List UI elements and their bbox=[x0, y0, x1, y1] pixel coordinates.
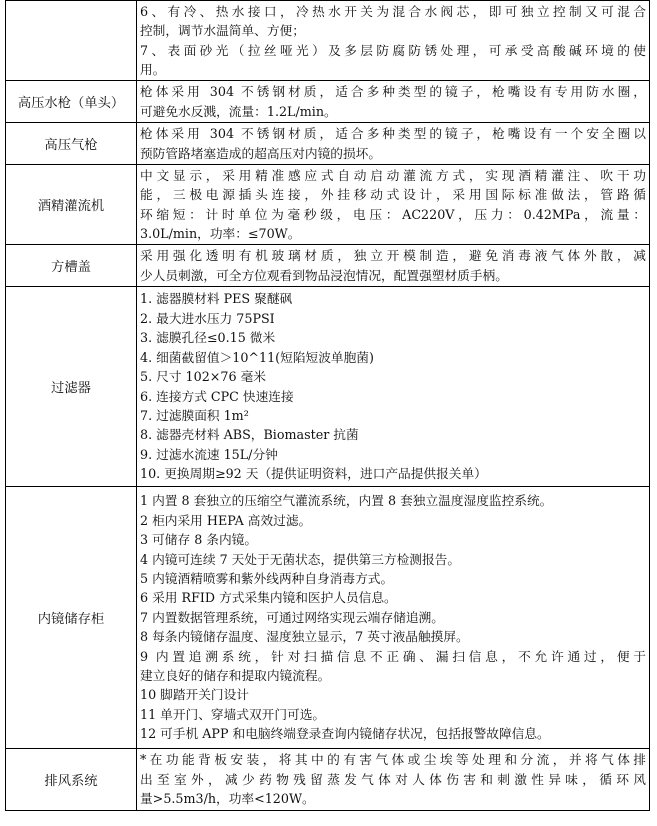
description-line: 量>5.5m3/h，功率<120W。 bbox=[140, 791, 315, 807]
description-line: 4 内镜可连续 7 天处于无菌状态，提供第三方检测报告。 bbox=[140, 551, 461, 567]
table-row bbox=[6, 245, 650, 287]
description-line: 6. 连接方式 CPC 快速连接 bbox=[140, 388, 294, 404]
description-line: 1 内置 8 套独立的压缩空气灌流系统，内置 8 套独立温度湿度监控系统。 bbox=[140, 493, 553, 509]
description-line: 10 脚踏开关门设计 bbox=[140, 687, 249, 703]
description-line: 枪体采用 304 不锈钢材质，适合多种类型的镜子，枪嘴设有一个安全圈以 bbox=[140, 126, 646, 142]
description-line: 9. 过滤水流速 15L/分钟 bbox=[140, 446, 278, 462]
description-line: 枪体采用 304 不锈钢材质，适合多种类型的镜子，枪嘴设有专用防水圈， bbox=[140, 84, 646, 100]
description-line: 能，三极电源插头连接，外挂移动式设计，采用国际标准做法，管路循 bbox=[140, 187, 646, 203]
description-line: 5 内镜酒精喷雾和紫外线两种自身消毒方式。 bbox=[140, 570, 394, 586]
table-row bbox=[6, 81, 650, 123]
table-row bbox=[6, 287, 650, 487]
row-description bbox=[137, 749, 650, 811]
table-row bbox=[6, 487, 650, 749]
description-line: 9 内置追溯系统，针对扫描信息不正确、漏扫信息，不允许通过，便于 bbox=[140, 648, 646, 664]
row-description bbox=[137, 245, 650, 287]
description-line: 6、有冷、热水接口，冷热水开关为混合水阀芯，即可独立控制又可混合 bbox=[140, 3, 646, 19]
table-row bbox=[6, 123, 650, 165]
row-description bbox=[137, 165, 650, 245]
description-line: 控制，调节水温简单、方便； bbox=[140, 23, 305, 39]
description-line: 12 可手机 APP 和电脑终端登录查询内镜储存状况，包括报警故障信息。 bbox=[140, 726, 550, 742]
description-line: 2 柜内采用 HEPA 高效过滤。 bbox=[140, 512, 312, 528]
row-description bbox=[137, 123, 650, 165]
row-label: 排风系统 bbox=[6, 749, 137, 811]
row-description bbox=[137, 1, 650, 81]
table-row bbox=[6, 1, 650, 81]
description-line: 10. 更换周期≥92 天（提供证明资料，进口产品提供报关单） bbox=[140, 466, 487, 482]
description-line: 6 采用 RFID 方式采集内镜和医护人员信息。 bbox=[140, 590, 397, 606]
row-label bbox=[6, 1, 137, 81]
row-description bbox=[137, 81, 650, 123]
description-line: 8. 滤器壳材料 ABS，Biomaster 抗菌 bbox=[140, 427, 359, 443]
row-description bbox=[137, 487, 650, 749]
description-line: 出至室外，减少药物残留蒸发气体对人体伤害和刺激性异味，循环风 bbox=[140, 771, 646, 787]
row-label: 内镜储存柜 bbox=[6, 487, 137, 749]
description-line: 11 单开门、穿墙式双开门可选。 bbox=[140, 706, 326, 722]
description-line: 建立良好的储存和提取内镜流程。 bbox=[140, 668, 331, 684]
description-line: 用。 bbox=[140, 61, 166, 77]
description-line: 采用强化透明有机玻璃材质，独立开模制造，避免消毒液气体外散，减 bbox=[140, 248, 646, 264]
description-line: 3. 滤膜孔径≤0.15 微米 bbox=[140, 330, 276, 346]
description-line: 可避免水反溅，流量：1.2L/min。 bbox=[140, 103, 337, 119]
row-label: 高压水枪（单头） bbox=[6, 81, 137, 123]
description-line: 3 可储存 8 条内镜。 bbox=[140, 532, 258, 548]
description-line: 3.0L/min，功率：≤70W。 bbox=[140, 225, 301, 241]
description-line: 7. 过滤膜面积 1m² bbox=[140, 407, 249, 423]
row-label: 过滤器 bbox=[6, 287, 137, 487]
row-label: 酒精灌流机 bbox=[6, 165, 137, 245]
description-line: *在功能背板安装，将其中的有害气体或尘埃等处理和分流，并将气体排 bbox=[140, 752, 646, 768]
table-row bbox=[6, 165, 650, 245]
row-description bbox=[137, 287, 650, 487]
description-line: 2. 最大进水压力 75PSI bbox=[140, 310, 275, 326]
table-row bbox=[6, 749, 650, 811]
description-line: 少人员刺激，可全方位观看到物品浸泡情况，配置强塑材质手柄。 bbox=[140, 267, 508, 283]
specification-table bbox=[5, 0, 650, 811]
description-line: 7、表面砂光（拉丝哑光）及多层防腐防锈处理，可承受高酸碱环境的使 bbox=[140, 42, 646, 58]
description-line: 7 内置数据管理系统，可通过网络实现云端存储追溯。 bbox=[140, 609, 444, 625]
description-line: 4. 细菌截留值＞10^11(短陷短波单胞菌) bbox=[140, 349, 374, 365]
description-line: 预防管路堵塞造成的超高压对内镜的损坏。 bbox=[140, 145, 382, 161]
description-line: 环缩短：计时单位为毫秒级，电压：AC220V，压力：0.42MPa，流量： bbox=[140, 206, 646, 222]
description-line: 8 每条内镜储存温度、湿度独立显示，7 英寸液晶触摸屏。 bbox=[140, 629, 469, 645]
description-line: 1. 滤器膜材料 PES 聚醚砜 bbox=[140, 291, 293, 307]
row-label: 方槽盖 bbox=[6, 245, 137, 287]
description-line: 5. 尺寸 102×76 毫米 bbox=[140, 369, 266, 385]
row-label: 高压气枪 bbox=[6, 123, 137, 165]
description-line: 中文显示，采用精准感应式自动启动灌流方式，实现酒精灌注、吹干功 bbox=[140, 167, 646, 183]
